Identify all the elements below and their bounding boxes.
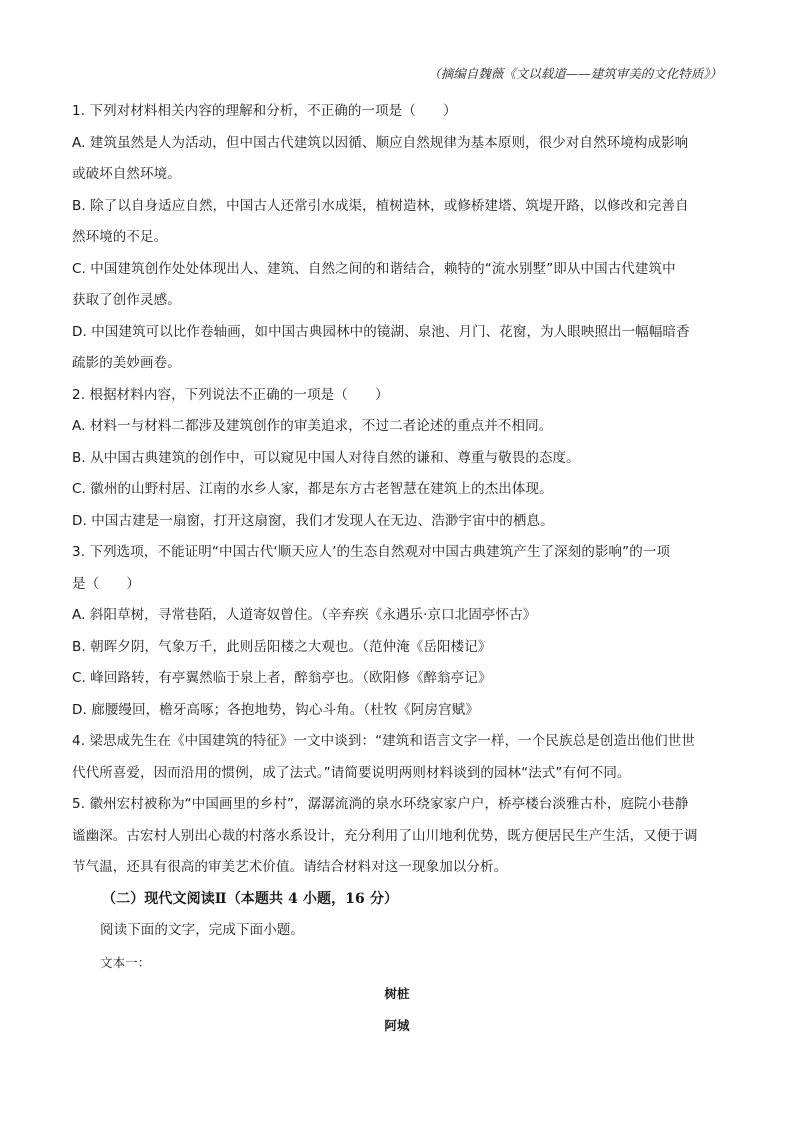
q3-stem: 3. 下列选项，不能证明“中国古代‘顺天应人’的生态自然观对中国古典建筑产生了深刻的影响”的一项	[72, 544, 671, 560]
q2-option-a: A. 材料一与材料二都涉及建筑创作的审美追求，不过二者论述的重点并不相同。	[72, 418, 553, 434]
question-content	[72, 96, 722, 1041]
q3-stem-cont: 是（ ）	[72, 575, 140, 592]
text-label: 文本一：	[100, 954, 151, 970]
q1-option-c: C. 中国建筑创作处处体现出人、建筑、自然之间的和谐结合，赖特的“流水别墅”即从中国古代建筑中	[72, 260, 676, 277]
q5-stem-cont-1: 谧幽深。古宏村人别出心裁的村落水系设计，充分利用了山川地利优势，既方便居民生产生活，又便于调	[72, 827, 698, 844]
q5-stem: 5. 徽州宏村被称为“中国画里的乡村”，潺潺流淌的泉水环绕家家户户，桥亭楼台淡雅古朴，庭院小巷静	[72, 796, 689, 812]
section-intro: 阅读下面的文字，完成下面小题。	[100, 922, 304, 938]
passage-author: 阿城	[384, 1017, 410, 1033]
section-heading: （二）现代文阅读Ⅱ（本题共 4 小题，16 分）	[102, 890, 399, 907]
q2-stem: 2. 根据材料内容，下列说法不正确的一项是（ ）	[72, 386, 389, 403]
q1-option-d-cont: 疏影的美妙画卷。	[72, 355, 181, 371]
q3-option-b: B. 朝晖夕阴，气象万千，此则岳阳楼之大观也。（范仲淹《岳阳楼记》	[72, 638, 492, 655]
q4-stem-cont: 代代所喜爱，因而沿用的惯例，成了法式。”请简要说明两则材料谈到的园林“法式”有何不同。	[72, 764, 631, 781]
q1-option-b: B. 除了以自身适应自然，中国古人还常引水成渠，植树造林，或修桥建塔、筑堤开路，以修改和完善自	[72, 197, 689, 214]
q1-stem: 1. 下列对材料相关内容的理解和分析，不正确的一项是（ ）	[72, 103, 457, 119]
q3-option-a: A. 斜阳草树，寻常巷陌，人道寄奴曾住。（辛弃疾《永遇乐·京口北固亭怀古》	[72, 607, 537, 623]
q2-option-c: C. 徽州的山野村居、江南的水乡人家，都是东方古老智慧在建筑上的杰出体现。	[72, 481, 553, 497]
q5-stem-cont-2: 节气温，还具有很高的审美艺术价值。请结合材料对这一现象加以分析。	[72, 859, 508, 875]
q1-option-c-cont: 获取了创作灵感。	[72, 292, 181, 308]
passage-title: 树桩	[384, 986, 410, 1001]
q4-stem: 4. 梁思成先生在《中国建筑的特征》一文中谈到：“建筑和语言文字一样，一个民族总是创造出他们世世	[72, 733, 695, 749]
q3-option-c: C. 峰回路转，有亭翼然临于泉上者，醉翁亭也。（欧阳修《醉翁亭记》	[72, 670, 492, 686]
q1-option-a: A. 建筑虽然是人为活动，但中国古代建筑以因循、顺应自然规律为基本原则，很少对自然环境构成影响	[72, 134, 689, 151]
q3-option-d: D. 廊腰缦回，檐牙高啄；各抱地势，钩心斗角。（杜牧《阿房宫赋》	[72, 701, 479, 718]
source-citation: （摘编自魏薇《文以载道——建筑审美的文化特质》）	[428, 66, 722, 81]
q1-option-a-cont: 或破坏自然环境。	[72, 166, 181, 182]
q2-option-d: D. 中国古建是一扇窗，打开这扇窗，我们才发现人在无边、浩渺宇宙中的栖息。	[72, 512, 554, 529]
q1-option-b-cont: 然环境的不足。	[72, 229, 168, 245]
q1-option-d: D. 中国建筑可以比作卷轴画，如中国古典园林中的镜湖、泉池、月门、花窗，为人眼映照出一幅幅暗香	[72, 323, 690, 340]
q2-option-b: B. 从中国古典建筑的创作中，可以窥见中国人对待自然的谦和、尊重与敬畏的态度。	[72, 449, 580, 466]
